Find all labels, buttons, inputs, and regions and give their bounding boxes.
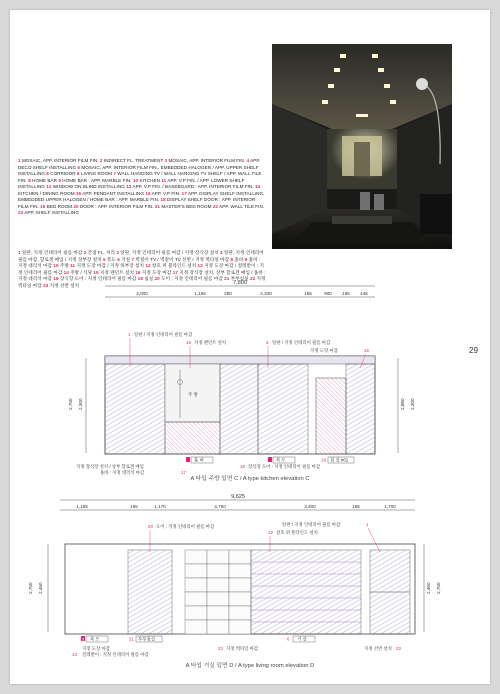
- legend-text: 벽걸이 TV / 벽걸이 TV 선반 / 지정 벽타일 마감: [135, 256, 230, 262]
- room-label: 주 방: [188, 392, 198, 397]
- elev-c-dim: 1,165: [194, 291, 206, 296]
- elev-d-height-right: 2,460: [426, 582, 431, 594]
- legend-text: 도어 : 지정 인테리어 필름 마감: [161, 276, 223, 282]
- note-number: 1: [366, 522, 369, 527]
- legend-text: APP. WALL TILE FIN.: [219, 203, 265, 209]
- tag-number: 21: [129, 636, 134, 642]
- room-tag: 침 실 #01: [330, 457, 349, 463]
- elev-d-height-right-2: 2,700: [436, 582, 441, 594]
- note-number: 17: [181, 470, 186, 475]
- legend-number: 20: [73, 203, 79, 209]
- elev-d-dim: 165: [130, 504, 138, 509]
- legend-number: 6: [46, 171, 49, 177]
- legend-text: INDIRECT FL. TREATMENT: [103, 158, 164, 163]
- elev-c-height-right: 2,860: [400, 398, 405, 410]
- legend-text: KITCHEN / DINING ROOM: [18, 190, 75, 196]
- legend-text: 주방 / 식당: [70, 269, 93, 275]
- elev-c-dim: 280: [224, 291, 232, 296]
- tag-number: 5: [82, 637, 85, 642]
- legend-number: 13: [126, 184, 132, 190]
- elev-d-height-left-2: 2,460: [38, 582, 43, 594]
- legend-number: 14: [254, 184, 261, 190]
- legend-text: 지정 펜던트 설치: [99, 269, 134, 275]
- interior-photo: [272, 44, 452, 249]
- elev-d-caption: A 타입 거실 입면 D / A type living room elevation D: [185, 663, 315, 669]
- room-tag: 거 실: [297, 636, 307, 642]
- legend-text: 지정 벽타일 마감: [18, 276, 266, 288]
- legend-number: 11: [70, 263, 76, 269]
- legend-text: 알판, 지정 인테리어 필름 마감: [21, 250, 83, 255]
- legend-number: 16: [135, 269, 141, 275]
- legend-number: 22: [212, 203, 219, 209]
- note-number: 12: [268, 530, 273, 535]
- elev-d-dim: 1,700: [384, 504, 396, 509]
- legend-text: 알판, 지정 인테리어 필름 마감 / 지정 장식장 설치: [120, 250, 219, 255]
- elev-c-note: 지정 장식장 설치 / 상부 할로겐 매입: [76, 464, 144, 469]
- legend-number: 11: [161, 177, 167, 183]
- tag-number: 8: [192, 458, 195, 463]
- legend-text: 지정 도장 마감 / 지정 하부장 설치: [76, 263, 145, 269]
- legend-text: 홈바 : 지정 대리석 마감: [18, 256, 261, 269]
- legend-text: MASTER'S BED ROOM: [161, 203, 212, 209]
- room-tag: 복 도: [276, 457, 286, 463]
- legend-number: 15: [93, 269, 99, 275]
- legend-number: 14: [63, 269, 69, 275]
- legend-text: APP. PENDANT INSTALLING: [82, 190, 145, 196]
- legend-text: MOSAIC, APP. INTERIOR FILM FIN.: [168, 158, 246, 163]
- tag-number: 19: [321, 457, 326, 463]
- legend-number: 18: [53, 276, 59, 282]
- note-number: 1: [128, 332, 131, 337]
- elev-d-dim: 1,170: [154, 504, 166, 509]
- legend-number: 19: [40, 203, 46, 209]
- elev-d-note: 지정 벽타일 마감: [226, 646, 259, 651]
- legend-number: 19: [137, 276, 143, 282]
- legend-text: CORRIDOR: [50, 171, 76, 177]
- elev-c-note: 홈바 : 지정 대리석 마감: [100, 470, 145, 475]
- legend-english: [18, 158, 266, 217]
- elev-c-note: 알판 / 지정 인테리어 필름 마감: [272, 340, 331, 345]
- page: [10, 10, 490, 684]
- legend-number: 3: [116, 250, 119, 255]
- elev-c-dim: 165: [342, 291, 350, 296]
- legend-text: HOME BAR: [32, 177, 58, 183]
- legend-text: 지정 도장 마감: [141, 269, 172, 275]
- room-tag: 홈 바: [194, 457, 204, 463]
- legend-number: 10: [53, 263, 59, 269]
- elev-d-note: 지정 선반 설치: [364, 646, 392, 651]
- legend-number: 7: [131, 256, 135, 262]
- elev-d-note: 걸레받이 : 지정 인테리어 필름 마감: [82, 652, 149, 657]
- legend-text: APP. V.P FIN. / APP. LOWER SHELF INSTALLING: [18, 177, 245, 190]
- legend-number: 18: [160, 197, 166, 203]
- legend-text: KITCHEN: [139, 177, 160, 183]
- legend-text: 지정 선반 설치: [49, 282, 80, 288]
- note-number: 20: [148, 524, 153, 529]
- legend-number: 7: [113, 171, 116, 177]
- note-number: 15: [186, 340, 191, 345]
- legend-number: 17: [181, 190, 187, 196]
- legend-number: 4: [246, 158, 250, 163]
- legend-text: 알판, 지정 인테리어 필름 마감, 할로겐 매입 / 지정 상부장 설치: [18, 250, 264, 262]
- living-room-elevation-d: [10, 492, 490, 672]
- legend-number: 1: [18, 158, 21, 163]
- legend-text: 침실: [144, 276, 154, 282]
- note-number: 22: [218, 646, 223, 651]
- legend-number: 10: [132, 177, 139, 183]
- legend-number: 12: [46, 184, 52, 190]
- legend-text: DOOR : APP. INTERIOR FILM FIN.: [79, 203, 154, 209]
- legend-number: 15: [75, 190, 82, 196]
- note-number: 16: [364, 348, 369, 353]
- legend-number: 6: [117, 256, 120, 262]
- legend-text: WALL HANGING TV / WALL HANGING TV SHELF / APP. WALL TILE FIN.: [18, 171, 262, 183]
- legend-number: 5: [77, 164, 80, 170]
- legend-number: 8: [28, 177, 31, 183]
- elev-d-height-left: 2,700: [28, 582, 33, 594]
- legend-number: 20: [154, 276, 160, 282]
- legend-text: APP. V.P FIN. / BASEBOARD : APP. INTERIOR FILM FIN.: [132, 184, 254, 190]
- legend-text: LIVING ROOM: [80, 171, 112, 177]
- elev-d-note: 창호 위 블라인드 설치: [276, 530, 318, 535]
- elev-c-height-right-2: 2,300: [410, 398, 415, 410]
- legend-number: 4: [220, 250, 223, 255]
- page-number: 29: [469, 346, 478, 355]
- elev-d-note: 도어 : 지정 인테리어 필름 마감: [156, 524, 215, 529]
- legend-number: 21: [154, 203, 161, 209]
- legend-number: 23: [18, 210, 24, 216]
- legend-text: 창호 위 블라인드 설치: [151, 263, 197, 269]
- legend-text: 장식장 도어 : 지정 인테리어 필름 마감: [59, 276, 137, 282]
- elev-c-note: 지정 펜던트 설치: [194, 340, 227, 345]
- living-room-photo-drawing: [272, 44, 452, 249]
- note-number: 13: [72, 652, 77, 657]
- elev-c-total-dim: 7,800: [233, 280, 247, 286]
- legend-text: MOSAIC, APP. INTERIOR FILM FIN.: [21, 158, 99, 163]
- legend-text: 부부침실: [230, 276, 249, 282]
- legend-number: 2: [99, 158, 103, 163]
- elev-c-caption: A 타입 주방 입면 C / A type kitchen elevation C: [190, 476, 310, 482]
- legend-text: 거실: [121, 256, 131, 262]
- legend-number: 2: [83, 250, 87, 255]
- elev-c-height-left: 2,700: [68, 398, 73, 410]
- legend-number: 22: [249, 276, 256, 282]
- legend-number: 9: [58, 177, 61, 183]
- elev-d-dim: 3,400: [304, 504, 316, 509]
- note-number: 23: [396, 646, 401, 651]
- legend-number: 8: [230, 256, 234, 262]
- legend-text: 복도: [106, 256, 116, 262]
- tag-number: 6: [287, 636, 290, 642]
- legend-number: 13: [197, 263, 203, 269]
- legend-text: MOSAIC, APP. INTERIOR FILM FIN., EMBEDDED HALOGEN / APP. UPPER SHELF INSTALLING: [18, 164, 259, 177]
- legend-text: APP. DISPLAY SHELF INSTALLING, EMBEDDED UPPER HALOGEN / HOME BAR : APP. MARBLE FIN.: [18, 190, 265, 203]
- elev-c-dim: 165: [304, 291, 312, 296]
- elev-d-total-dim: 9,625: [231, 494, 245, 500]
- elev-c-dim: 445: [360, 291, 368, 296]
- note-number: 18: [240, 464, 245, 469]
- legend-text: 지정 도장 마감 / 걸레받이 : 지정 인테리어 필름 마감: [18, 263, 264, 275]
- legend-text: BED ROOM: [46, 203, 73, 209]
- room-tag: 복 도: [90, 636, 100, 642]
- legend-number: 21: [224, 276, 230, 282]
- elev-c-note: 장식장 도어 : 지정 인테리어 필름 마감: [248, 464, 321, 469]
- elev-c-note: 알판 / 지정 인테리어 필름 마감: [134, 332, 193, 337]
- legend-number: 16: [145, 190, 151, 196]
- legend-text: 지정 장식장 설치, 상부 할로겐 매입 / 홈바 : 지정 대리석 마감: [18, 269, 266, 282]
- legend-text: DISPLAY SHELF DOOR : APP. INTERIOR FILM FIN.: [18, 197, 256, 209]
- legend-number: 6: [76, 171, 80, 177]
- legend-number: 23: [43, 282, 49, 288]
- elev-d-note: 지정 도장 마감: [82, 646, 110, 651]
- legend-text: APP. V.P FIN.: [151, 190, 181, 196]
- elev-c-height-left-2: 2,300: [78, 398, 83, 410]
- legend-text: 홈바: [234, 256, 244, 262]
- legend-text: 간접 FL. 처리: [87, 250, 115, 255]
- legend-number: 3: [164, 158, 168, 163]
- legend-number: 17: [172, 269, 178, 275]
- legend-text: APP. SHELF INSTALLING: [24, 210, 79, 216]
- elev-c-note: 지정 도장 마감: [310, 348, 338, 353]
- legend-text: HOME BAR : APP. MARBLE FIN.: [62, 177, 132, 183]
- kitchen-elevation-c: [10, 278, 490, 488]
- elev-c-dim: 900: [324, 291, 332, 296]
- elev-c-dim: 2,000: [136, 291, 148, 296]
- legend-text: 주방: [59, 263, 69, 269]
- tag-number: 5: [274, 458, 277, 463]
- note-number: 3: [266, 340, 269, 345]
- legend-number: 5: [102, 256, 106, 262]
- room-tag: 부부침실: [138, 636, 155, 642]
- elev-d-dim: 3,750: [214, 504, 226, 509]
- legend-number: 1: [18, 250, 21, 255]
- elev-d-dim: 165: [352, 504, 360, 509]
- legend-number: 12: [145, 263, 151, 269]
- elev-c-dim: 2,330: [260, 291, 272, 296]
- elev-d-dim: 1,165: [76, 504, 88, 509]
- legend-number: 9: [244, 256, 248, 262]
- legend-text: WINDOW ON BLIND INSTALLING: [52, 184, 125, 190]
- legend-text: APP. DECO SHELF INSTALLING: [18, 158, 261, 170]
- elev-d-note: 알판 / 지정 인테리어 필름 마감: [282, 522, 341, 527]
